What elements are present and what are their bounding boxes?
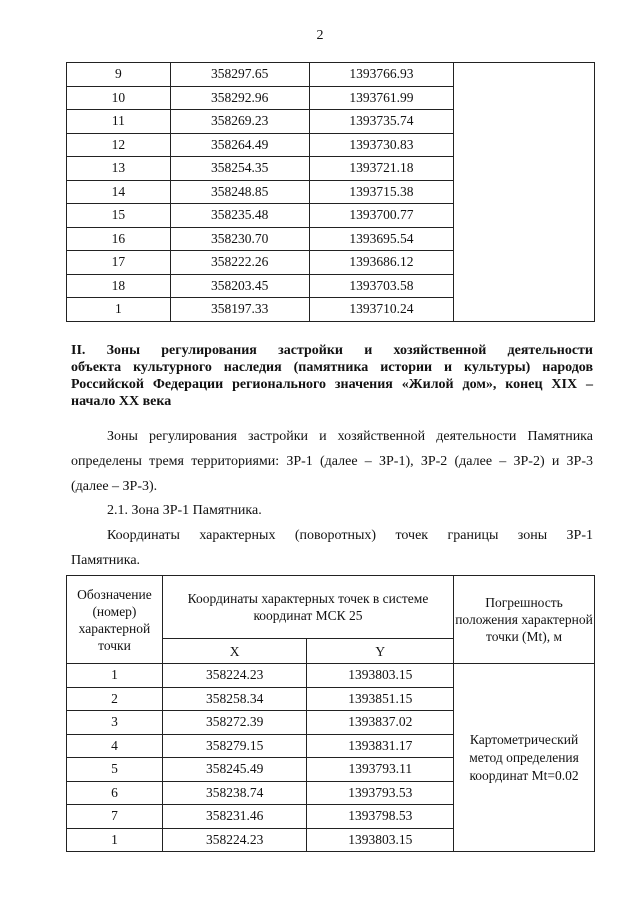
- y-coordinate-cell: 1393721.18: [309, 157, 454, 181]
- point-number-cell: 1: [67, 664, 163, 688]
- accuracy-method-cell: Картометрический метод определения координат Mt=0.02: [454, 664, 595, 852]
- header-x: X: [162, 639, 307, 664]
- point-number-cell: 14: [67, 180, 171, 204]
- header-y: Y: [307, 639, 454, 664]
- y-coordinate-cell: 1393715.38: [309, 180, 454, 204]
- x-coordinate-cell: 358230.70: [170, 227, 309, 251]
- y-coordinate-cell: 1393851.15: [307, 687, 454, 711]
- empty-accuracy-cell: [454, 63, 595, 322]
- y-coordinate-cell: 1393793.11: [307, 758, 454, 782]
- y-coordinate-cell: 1393730.83: [309, 133, 454, 157]
- point-number-cell: 11: [67, 110, 171, 134]
- heading-line-1: II. Зоны регулирования застройки и хозяйственной деятельности: [71, 343, 593, 358]
- point-number-cell: 17: [67, 251, 171, 275]
- y-coordinate-cell: 1393735.74: [309, 110, 454, 134]
- paragraph-zone-title: 2.1. Зона ЗР-1 Памятника.: [107, 503, 262, 518]
- y-coordinate-cell: 1393710.24: [309, 298, 454, 322]
- table1-body: [67, 63, 595, 322]
- y-coordinate-cell: 1393703.58: [309, 274, 454, 298]
- heading-line-3: Российской Федерации регионального значения «Жилой дом», конец XIX –: [71, 377, 593, 392]
- table2-body: [67, 664, 595, 852]
- x-coordinate-cell: 358238.74: [162, 781, 307, 805]
- point-number-cell: 6: [67, 781, 163, 805]
- heading-line-4: начало XX века: [71, 394, 172, 409]
- paragraph-coordinates: [71, 523, 593, 573]
- x-coordinate-cell: 358231.46: [162, 805, 307, 829]
- point-number-cell: 10: [67, 86, 171, 110]
- x-coordinate-cell: 358222.26: [170, 251, 309, 275]
- point-number-cell: 5: [67, 758, 163, 782]
- y-coordinate-cell: 1393695.54: [309, 227, 454, 251]
- x-coordinate-cell: 358224.23: [162, 664, 307, 688]
- coordinates-table-continued: [66, 62, 595, 322]
- y-coordinate-cell: 1393766.93: [309, 63, 454, 87]
- table-row: [67, 63, 595, 87]
- y-coordinate-cell: 1393761.99: [309, 86, 454, 110]
- y-coordinate-cell: 1393831.17: [307, 734, 454, 758]
- header-point-number: Обозначение (номер) характерной точки: [67, 576, 163, 664]
- x-coordinate-cell: 358264.49: [170, 133, 309, 157]
- header-accuracy: Погрешность положения характерной точки (Mt), м: [454, 576, 595, 664]
- point-number-cell: 3: [67, 711, 163, 735]
- x-coordinate-cell: 358203.45: [170, 274, 309, 298]
- paragraph-zones-line-2: определены тремя территориями: ЗР-1 (далее – ЗР-1), ЗР-2 (далее – ЗР-2) и ЗР-3: [71, 454, 593, 469]
- y-coordinate-cell: 1393793.53: [307, 781, 454, 805]
- paragraph-coordinates-line-2: Памятника.: [71, 553, 141, 568]
- table-row: [67, 664, 595, 688]
- header-coordinates: Координаты характерных точек в системе координат МСК 25: [162, 576, 453, 639]
- x-coordinate-cell: 358297.65: [170, 63, 309, 87]
- y-coordinate-cell: 1393803.15: [307, 664, 454, 688]
- point-number-cell: 15: [67, 204, 171, 228]
- point-number-cell: 9: [67, 63, 171, 87]
- x-coordinate-cell: 358269.23: [170, 110, 309, 134]
- y-coordinate-cell: 1393686.12: [309, 251, 454, 275]
- y-coordinate-cell: 1393798.53: [307, 805, 454, 829]
- point-number-cell: 13: [67, 157, 171, 181]
- point-number-cell: 1: [67, 828, 163, 852]
- x-coordinate-cell: 358279.15: [162, 734, 307, 758]
- point-number-cell: 2: [67, 687, 163, 711]
- point-number-cell: 12: [67, 133, 171, 157]
- paragraph-zones-line-1: Зоны регулирования застройки и хозяйственной деятельности Памятника: [107, 429, 593, 444]
- x-coordinate-cell: 358258.34: [162, 687, 307, 711]
- point-number-cell: 18: [67, 274, 171, 298]
- point-number-cell: 4: [67, 734, 163, 758]
- paragraph-coordinates-line-1: Координаты характерных (поворотных) точек границы зоны ЗР-1: [107, 528, 593, 543]
- point-number-cell: 7: [67, 805, 163, 829]
- point-number-cell: 1: [67, 298, 171, 322]
- point-number-cell: 16: [67, 227, 171, 251]
- x-coordinate-cell: 358272.39: [162, 711, 307, 735]
- paragraph-zones: [71, 424, 593, 499]
- x-coordinate-cell: 358248.85: [170, 180, 309, 204]
- x-coordinate-cell: 358235.48: [170, 204, 309, 228]
- page-number: 2: [316, 28, 324, 43]
- y-coordinate-cell: 1393837.02: [307, 711, 454, 735]
- x-coordinate-cell: 358224.23: [162, 828, 307, 852]
- x-coordinate-cell: 358197.33: [170, 298, 309, 322]
- x-coordinate-cell: 358292.96: [170, 86, 309, 110]
- y-coordinate-cell: 1393700.77: [309, 204, 454, 228]
- x-coordinate-cell: 358245.49: [162, 758, 307, 782]
- heading-line-2: объекта культурного наследия (памятника истории и культуры) народов: [71, 360, 593, 375]
- section-heading: [71, 342, 593, 410]
- paragraph-zones-line-3: (далее – ЗР-3).: [71, 479, 158, 494]
- zone-zr1-coordinates-table: [66, 575, 595, 852]
- y-coordinate-cell: 1393803.15: [307, 828, 454, 852]
- x-coordinate-cell: 358254.35: [170, 157, 309, 181]
